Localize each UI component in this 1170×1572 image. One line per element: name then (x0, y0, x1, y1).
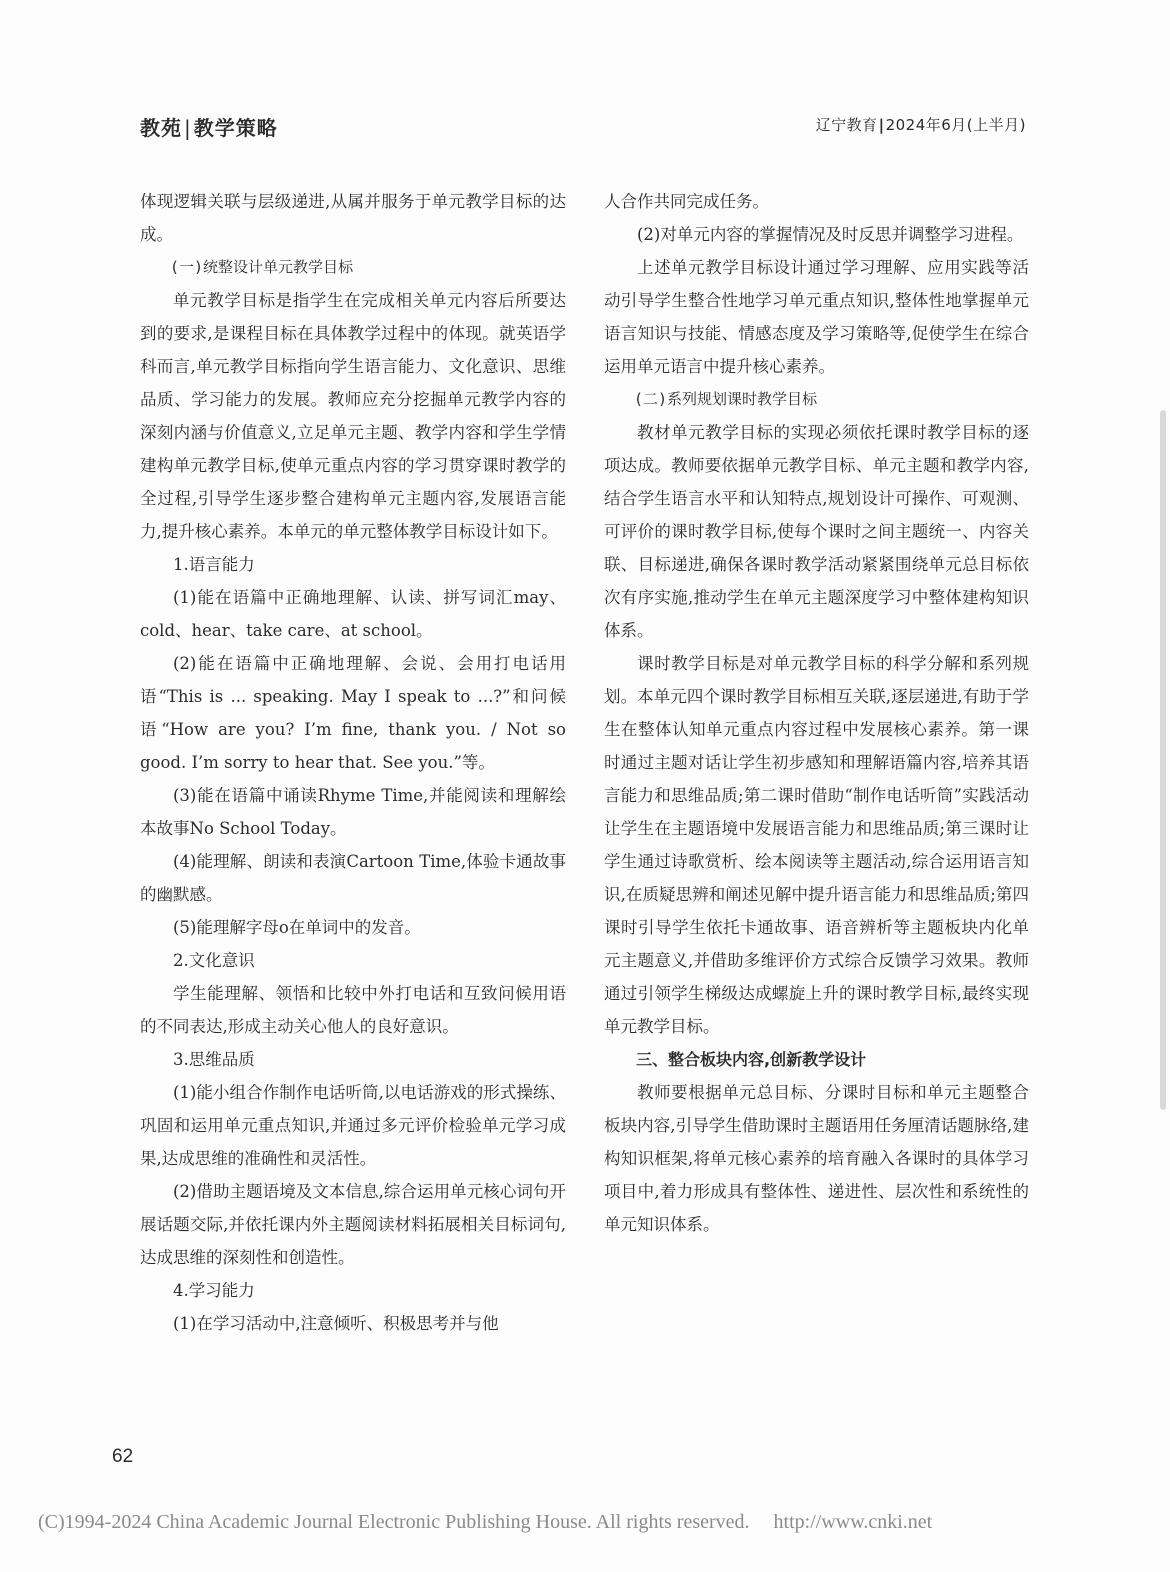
list-item: (2)借助主题语境及文本信息,综合运用单元核心词句开展话题交际,并依托课内外主题阅读材料拓展相关目标词句,达成思维的深刻性和创造性。 (140, 1182, 566, 1267)
scrollbar[interactable] (1160, 410, 1166, 1110)
journal-issue-info (816, 114, 1026, 135)
paragraph: 单元教学目标是指学生在完成相关单元内容后所要达到的要求,是课程目标在具体教学过程中的体现。就英语学科而言,单元教学目标指向学生语言能力、文化意识、思维品质、学习能力的发展。教师应充分挖掘单元教学内容的深刻内涵与价值意义,立足单元主题、教学内容和学生学情建构单元教学目标,使单元重点内容的学习贯穿课时教学的全过程,引导学生逐步整合建构单元主题内容,发展语言能力,提升核心素养。本单元的单元整体教学目标设计如下。 (140, 291, 566, 541)
issue-date: 2024年6月(上半月) (885, 116, 1026, 134)
section-heading: 三、整合板块内容,创新教学设计 (636, 1050, 867, 1069)
header-section-name: 教苑 (140, 116, 182, 140)
paragraph: 上述单元教学目标设计通过学习理解、应用实践等活动引导学生整合性地学习单元重点知识,整体性地掌握单元语言知识与技能、情感态度及学习策略等,促使学生在综合运用单元语言中提升核心素养。 (604, 258, 1029, 376)
list-item: (1)能在语篇中正确地理解、认读、拼写词汇may、cold、hear、take care、at school。 (140, 588, 566, 640)
journal-column-title (140, 112, 278, 141)
list-heading: 4.学习能力 (173, 1281, 255, 1300)
subsection-heading: (二)系列规划课时教学目标 (634, 390, 818, 408)
header-column-name: 教学策略 (193, 116, 278, 140)
list-item: (5)能理解字母o在单词中的发音。 (173, 918, 421, 937)
journal-name: 辽宁教育 (815, 116, 878, 134)
list-item: (2)能在语篇中正确地理解、会说、会用打电话用语“This is ... speaking. May I speak to ...?”和问候语“How are you? I’m fine, thank you. / Not so good. I’m sorry to hear that. See you.”等。 (140, 654, 566, 772)
paragraph: 人合作共同完成任务。 (604, 192, 769, 211)
list-item: (4)能理解、朗读和表演Cartoon Time,体验卡通故事的幽默感。 (140, 852, 566, 904)
header-right-separator: | (878, 116, 885, 134)
header-separator: | (184, 116, 192, 140)
subsection-heading: (一)统整设计单元教学目标 (170, 258, 354, 276)
list-item: (3)能在语篇中诵读Rhyme Time,并能阅读和理解绘本故事No School Today。 (140, 786, 566, 838)
paragraph: 教师要根据单元总目标、分课时目标和单元主题整合板块内容,引导学生借助课时主题语用任务厘清话题脉络,建构知识框架,将单元核心素养的培育融入各课时的具体学习项目中,着力形成具有整体性、递进性、层次性和系统性的单元知识体系。 (604, 1083, 1029, 1234)
right-text-column (604, 185, 1029, 1241)
list-heading: 2.文化意识 (173, 951, 255, 970)
copyright-footer (38, 1511, 932, 1534)
paragraph: 教材单元教学目标的实现必须依托课时教学目标的逐项达成。教师要依据单元教学目标、单元主题和教学内容,结合学生语言水平和认知特点,规划设计可操作、可观测、可评价的课时教学目标,使每个课时之间主题统一、内容关联、目标递进,确保各课时教学活动紧紧围绕单元总目标依次有序实施,推动学生在单元主题深度学习中整体建构知识体系。 (604, 423, 1029, 640)
paragraph: 体现逻辑关联与层级递进,从属并服务于单元教学目标的达成。 (140, 192, 566, 244)
list-heading: 1.语言能力 (173, 555, 255, 574)
left-text-column (140, 185, 566, 1340)
list-item: (1)在学习活动中,注意倾听、积极思考并与他 (173, 1314, 499, 1333)
list-item: (1)能小组合作制作电话听筒,以电话游戏的形式操练、巩固和运用单元重点知识,并通过多元评价检验单元学习成果,达成思维的准确性和灵活性。 (140, 1083, 566, 1168)
page-number: 62 (112, 1446, 134, 1467)
list-item: (2)对单元内容的掌握情况及时反思并调整学习进程。 (637, 225, 1024, 244)
copyright-text: (C)1994-2024 China Academic Journal Electronic Publishing House. All rights reserved. (38, 1511, 750, 1533)
list-heading: 3.思维品质 (173, 1050, 255, 1069)
paragraph: 学生能理解、领悟和比较中外打电话和互致问候用语的不同表达,形成主动关心他人的良好意识。 (140, 984, 566, 1036)
paragraph: 课时教学目标是对单元教学目标的科学分解和系列规划。本单元四个课时教学目标相互关联,逐层递进,有助于学生在整体认知单元重点内容过程中发展核心素养。第一课时通过主题对话让学生初步感知和理解语篇内容,培养其语言能力和思维品质;第二课时借助“制作电话听筒”实践活动让学生在主题语境中发展语言能力和思维品质;第三课时让学生通过诗歌赏析、绘本阅读等主题活动,综合运用语言知识,在质疑思辨和阐述见解中提升语言能力和思维品质;第四课时引导学生依托卡通故事、语音辨析等主题板块内化单元主题意义,并借助多维评价方式综合反馈学习效果。教师通过引领学生梯级达成螺旋上升的课时教学目标,最终实现单元教学目标。 (604, 654, 1029, 1036)
cnki-link[interactable]: http://www.cnki.net (773, 1511, 933, 1533)
